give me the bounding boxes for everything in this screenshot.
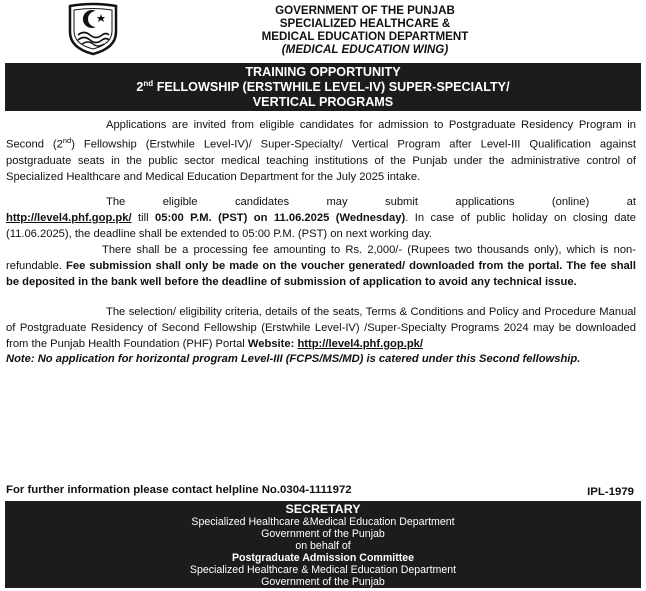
footer-line-5: Specialized Healthcare & Medical Education Department: [189, 564, 457, 576]
gov-line-3: MEDICAL EDUCATION DEPARTMENT: [261, 30, 469, 43]
para1-text-b: ) Fellowship (Erstwhile Level-IV)/ Super-Specialty/ Vertical Program after Level-III Qualification against postgraduate seats in the public sector medical teaching institutions of the Punjab under the administrative control of Specialized Healthcare and Medical Education Department for the July 2025 intake.: [6, 138, 636, 183]
spacer: [6, 185, 636, 194]
para2-text-till: till: [131, 211, 156, 224]
para2-text-rest: . In case of public holiday on closing date (11.06.2025), the deadline shall be extended to 05:00 P.M. (PST) on next working day.: [6, 211, 636, 240]
footer-signature: [5, 501, 641, 588]
para1-sup: nd: [62, 136, 72, 145]
punjab-government-emblem-icon: [62, 2, 124, 56]
paragraph-invitation: [6, 117, 636, 185]
para1-text-a: Applications are invited from eligible candidates for admission to Postgraduate Residency Program in Second (2: [6, 119, 636, 151]
portal-link-2[interactable]: http://level4.phf.gop.pk/: [297, 337, 423, 350]
gov-line-4: (MEDICAL EDUCATION WING): [281, 43, 449, 56]
advertisement-body: [6, 117, 636, 366]
banner-number: 2: [136, 80, 144, 94]
para4-text: The selection/ eligibility criteria, details of the seats, Terms & Conditions and Policy and Procedure Manual of Postgraduate Residency of Second Fellowship (Erstwhile Level-IV) /Super-Specialty Programs 2024 may be downloaded from the Punjab Health Foundation (PHF) Portal: [6, 305, 636, 350]
para2-word: The: [106, 195, 126, 208]
paragraph-criteria: [6, 304, 636, 352]
banner-line-2-rest: FELLOWSHIP (ERSTWHILE LEVEL-IV) SUPER-SPECIALTY/: [153, 80, 510, 94]
fee-instructions: Fee submission shall only be made on the voucher generated/ downloaded from the portal. The fee shall be deposited in the bank well before the deadline of submission of application to avoid any technical issue.: [6, 259, 636, 288]
title-banner: [5, 63, 641, 111]
footer-line-2: Government of the Punjab: [261, 528, 385, 540]
note: Note: No application for horizontal program Level-III (FCPS/MS/MD) is catered under this Second fellowship.: [6, 352, 581, 365]
para2-word: (online): [551, 195, 590, 208]
government-title: [150, 4, 580, 56]
header: [0, 0, 646, 58]
gov-line-2: SPECIALIZED HEALTHCARE &: [279, 17, 451, 30]
footer-title: SECRETARY: [285, 502, 361, 516]
footer-line-3: on behalf of: [295, 540, 351, 552]
gov-line-1: GOVERNMENT OF THE PUNJAB: [275, 4, 455, 17]
para2-word: submit: [385, 195, 418, 208]
paragraph-fee: [6, 242, 636, 290]
para2-word: candidates: [234, 195, 290, 208]
footer-line-4: Postgraduate Admission Committee: [231, 552, 415, 564]
spacer: [6, 290, 636, 304]
para2-word: at: [626, 195, 636, 208]
para2-first-line: [6, 194, 636, 210]
para3-text: There shall be a processing fee amounting to Rs. 2,000/- (Rupees two thousands only), which is non-refundable.: [6, 243, 636, 272]
footer-line-1: Specialized Healthcare &Medical Education Department: [191, 516, 455, 528]
paragraph-deadline: [6, 210, 636, 242]
banner-line-1: TRAINING OPPORTUNITY: [245, 65, 401, 79]
deadline-text: 05:00 P.M. (PST) on 11.06.2025 (Wednesday): [155, 211, 406, 224]
banner-line-2: [5, 80, 641, 95]
website-label: Website:: [247, 337, 295, 350]
para2-word: eligible: [162, 195, 198, 208]
para2-word: applications: [455, 195, 515, 208]
banner-sup: nd: [143, 78, 154, 88]
reference-number: IPL-1979: [587, 486, 634, 498]
helpline-contact: For further information please contact helpline No.0304-1111972: [6, 484, 352, 496]
banner-line-3: VERTICAL PROGRAMS: [252, 95, 394, 109]
footer-line-6: Government of the Punjab: [261, 576, 385, 588]
portal-link[interactable]: http://level4.phf.gop.pk/: [6, 211, 132, 224]
para2-word: may: [326, 195, 348, 208]
